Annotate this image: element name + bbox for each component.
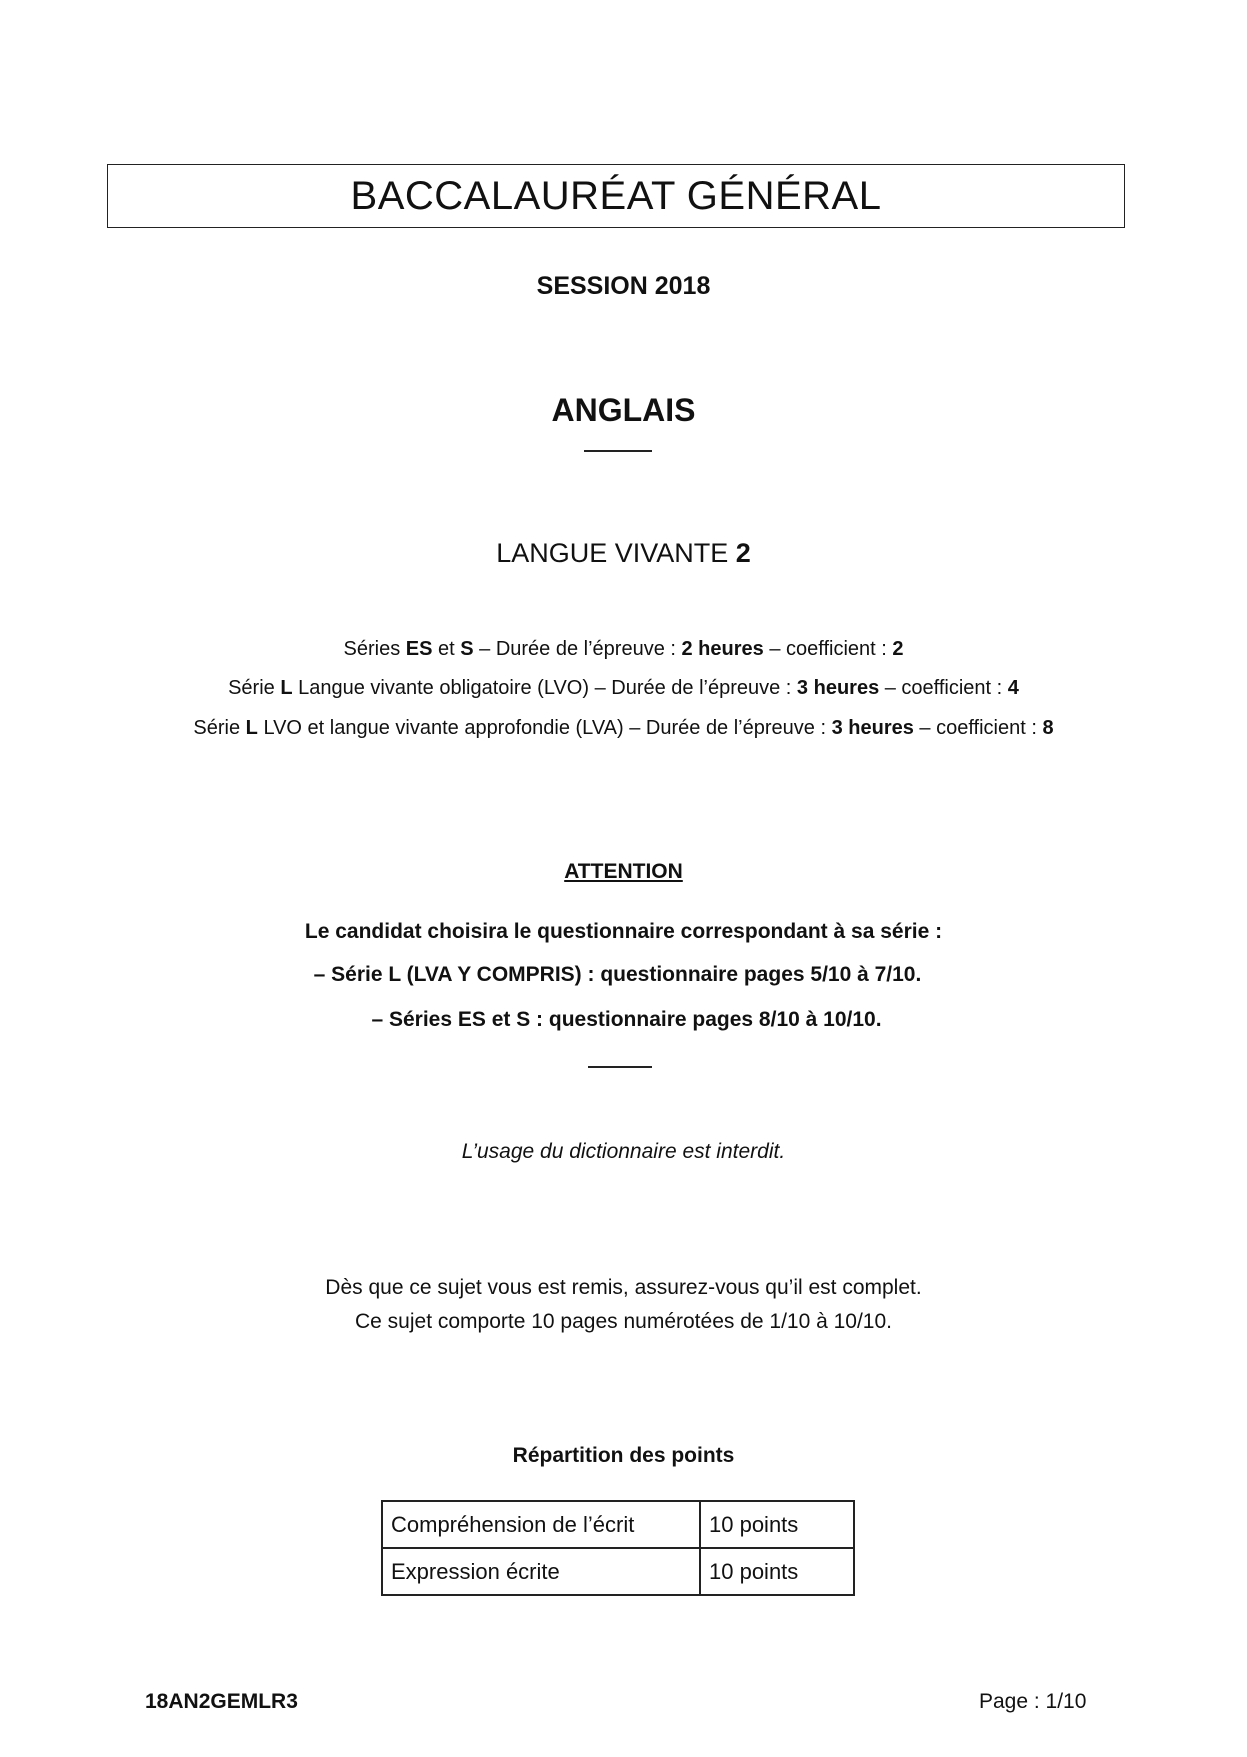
language-level-text: LANGUE VIVANTE <box>496 538 736 568</box>
series-line-segment: – coefficient : <box>913 717 1043 739</box>
table-row <box>382 1548 854 1595</box>
series-line-segment: L <box>280 677 293 699</box>
series-line-segment: S <box>460 638 474 660</box>
attention-heading: ATTENTION <box>564 860 683 883</box>
pages-note: Ce sujet comporte 10 pages numérotées de 1/10 à 10/10. <box>354 1310 893 1333</box>
check-note: Dès que ce sujet vous est remis, assurez-vous qu’il est complet. <box>325 1276 922 1299</box>
dictionary-note: L’usage du dictionnaire est interdit. <box>461 1140 786 1163</box>
divider <box>588 1066 652 1068</box>
series-line-segment: ES <box>405 638 433 660</box>
series-line-segment: – coefficient : <box>879 677 1008 699</box>
series-line-segment: 2 heures <box>681 638 764 660</box>
series-line-segment: Langue vivante obligatoire (LVO) – Durée de l’épreuve : <box>292 677 797 699</box>
series-line-segment: Série <box>193 717 246 739</box>
language-level-number: 2 <box>735 538 751 568</box>
subject-title: ANGLAIS <box>551 392 696 428</box>
series-line-segment: L <box>245 717 258 739</box>
series-line-segment: – Durée de l’épreuve : <box>473 638 682 660</box>
series-line <box>0 717 1247 740</box>
divider <box>584 450 652 452</box>
series-line-segment: 3 heures <box>796 677 880 699</box>
language-level <box>0 538 1247 569</box>
series-line-segment: 2 <box>892 638 904 660</box>
series-line <box>0 638 1247 661</box>
session-label: SESSION 2018 <box>536 272 711 300</box>
attention-item-series-es-s: – Séries ES et S : questionnaire pages 8/10 à 10/10. <box>371 1008 882 1031</box>
exam-title: BACCALAURÉAT GÉNÉRAL <box>107 164 1125 228</box>
series-line-segment: Séries <box>343 638 406 660</box>
points-heading: Répartition des points <box>512 1444 735 1467</box>
series-line-segment: et <box>432 638 461 660</box>
series-line-segment: Série <box>228 677 281 699</box>
table-cell-value: 10 points <box>700 1548 854 1595</box>
series-line-segment: 3 heures <box>831 717 914 739</box>
exam-code: 18AN2GEMLR3 <box>145 1690 298 1713</box>
table-cell-label: Expression écrite <box>382 1548 700 1595</box>
page-number: Page : 1/10 <box>979 1690 1087 1713</box>
attention-intro: Le candidat choisira le questionnaire correspondant à sa série : <box>304 920 943 943</box>
table-cell-value: 10 points <box>700 1501 854 1548</box>
series-line-segment: 8 <box>1042 717 1054 739</box>
table-cell-label: Compréhension de l’écrit <box>382 1501 700 1548</box>
table-row <box>382 1501 854 1548</box>
points-table <box>381 1500 855 1596</box>
series-line <box>0 677 1247 700</box>
series-line-segment: LVO et langue vivante approfondie (LVA) – Durée de l’épreuve : <box>257 717 832 739</box>
attention-item-serie-l: – Série L (LVA Y COMPRIS) : questionnaire pages 5/10 à 7/10. <box>313 963 922 986</box>
series-line-segment: 4 <box>1007 677 1019 699</box>
series-line-segment: – coefficient : <box>763 638 893 660</box>
